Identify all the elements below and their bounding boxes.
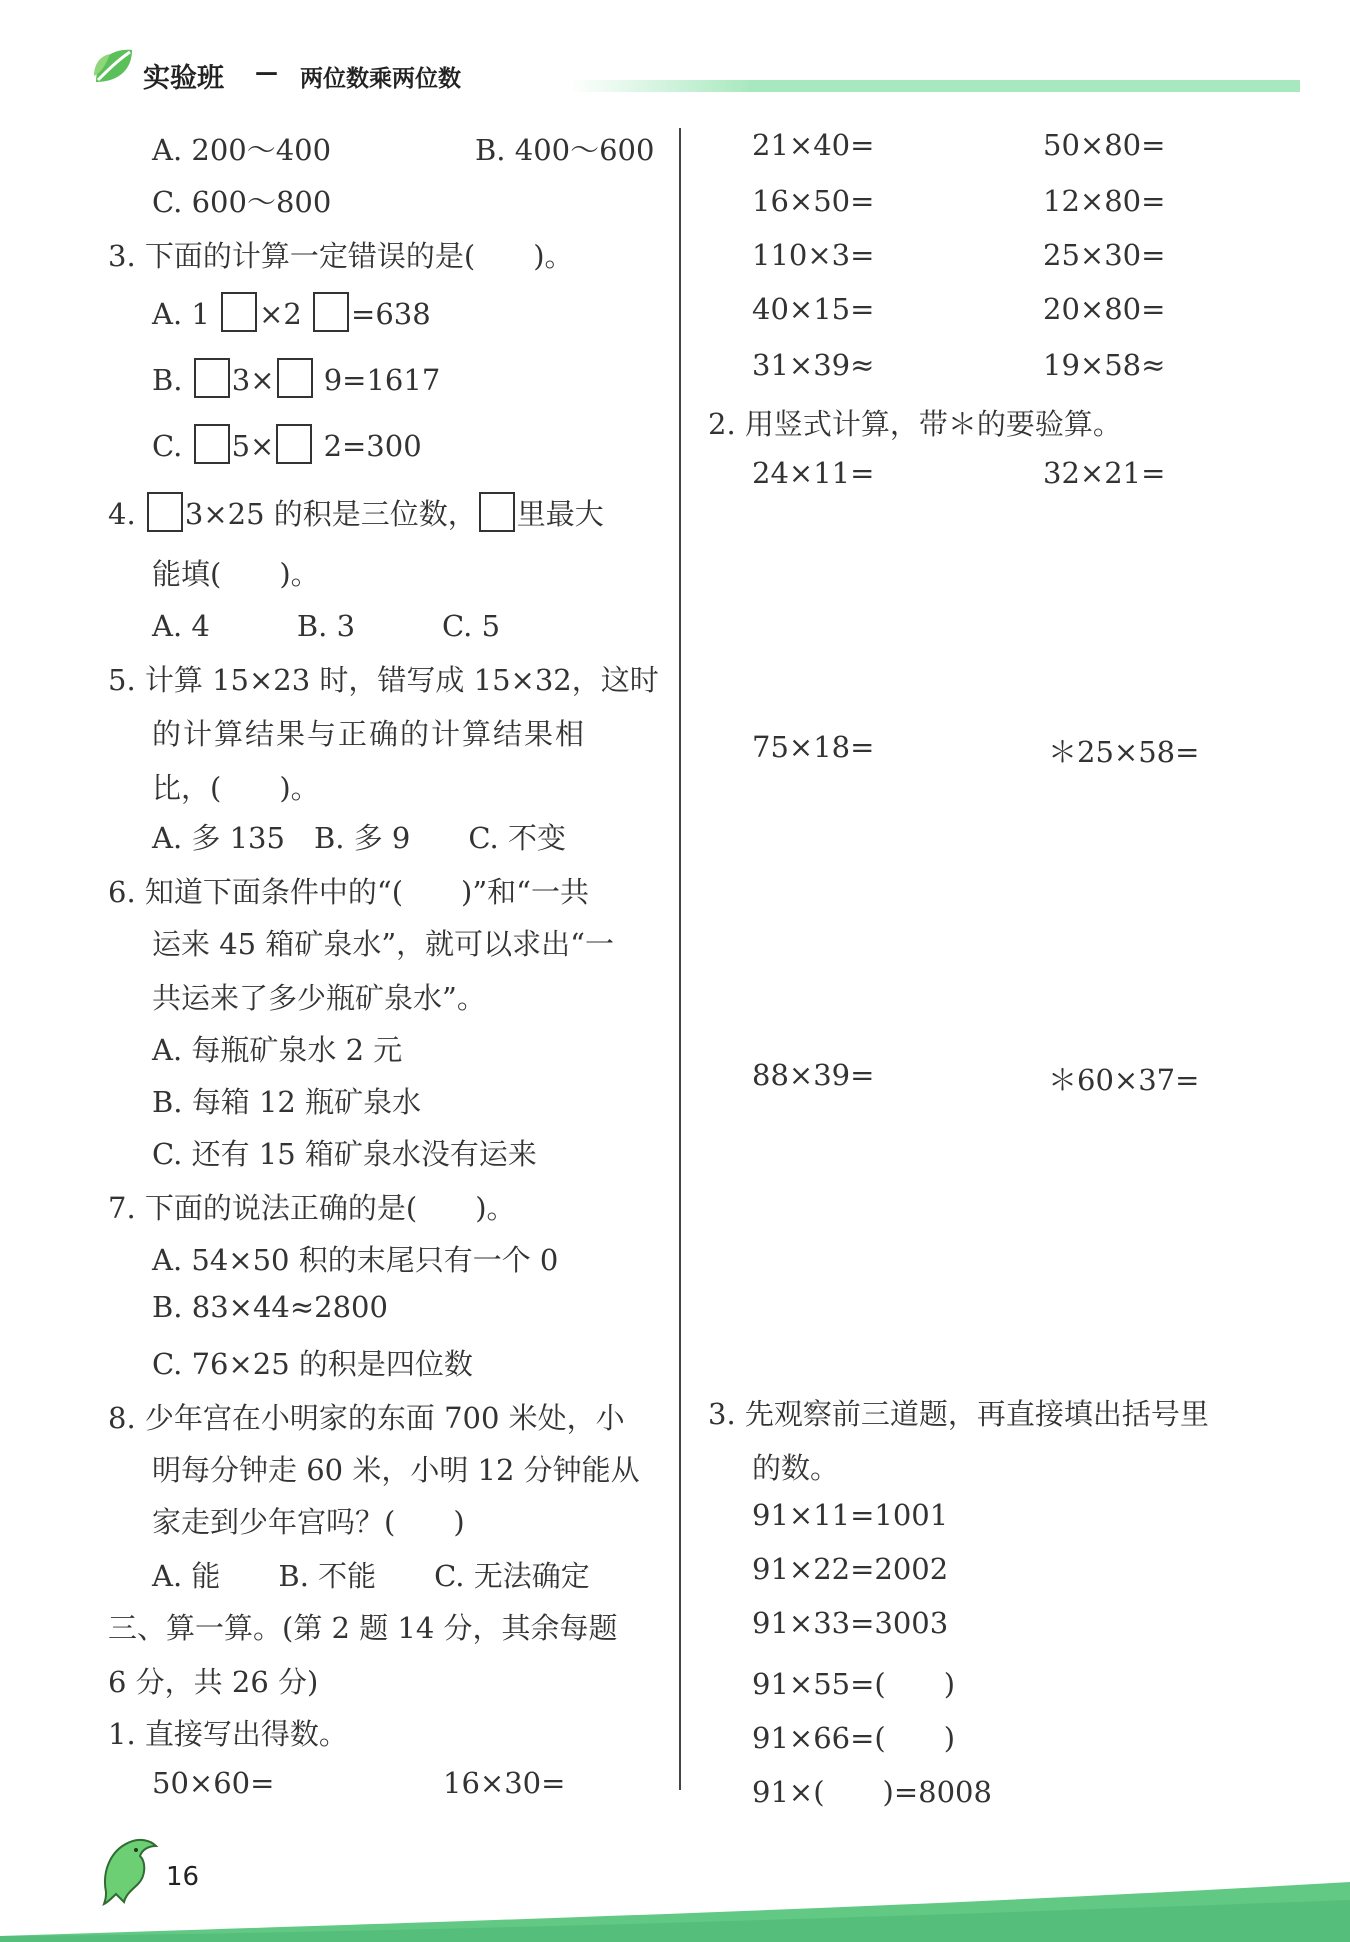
q3-observe-line-1: 3. 先观察前三道题，再直接填出括号里 xyxy=(708,1397,1209,1431)
direct-expr-1-right: 50×80= xyxy=(1043,128,1166,162)
pattern-line-2: 91×22=2002 xyxy=(752,1552,949,1586)
q8-line-1: 8. 少年宫在小明家的东面 700 米处，小 xyxy=(108,1401,625,1435)
vertical-expr-1: 24×11= xyxy=(752,456,875,490)
q3-b-text-2: 9=1617 xyxy=(323,363,441,397)
header-dash: — xyxy=(255,60,278,86)
q6-option-b: B. 每箱 12 瓶矿泉水 xyxy=(152,1085,422,1119)
q4-stem xyxy=(108,492,604,533)
q3-option-c xyxy=(152,424,422,464)
direct-expr-5-left: 31×39≈ xyxy=(752,348,875,382)
q3-b-label: B. xyxy=(152,363,183,397)
q6-option-c: C. 还有 15 箱矿泉水没有运来 xyxy=(152,1137,537,1171)
blank-box[interactable] xyxy=(276,424,312,464)
vertical-expr-4: ＊25×58= xyxy=(1048,735,1200,769)
q8-options: A. 能 B. 不能 C. 无法确定 xyxy=(152,1559,590,1593)
q8-line-2: 明每分钟走 60 米，小明 12 分钟能从 xyxy=(152,1453,640,1487)
q7-option-c: C. 76×25 的积是四位数 xyxy=(152,1347,473,1381)
q3-option-b xyxy=(152,358,440,398)
s3-q1-expr-2: 16×30= xyxy=(443,1766,566,1800)
header-title: 实验班 xyxy=(143,63,224,94)
vertical-expr-3: 75×18= xyxy=(752,730,875,764)
blank-box[interactable] xyxy=(221,292,257,332)
s3-q1-stem: 1. 直接写出得数。 xyxy=(108,1717,348,1751)
q5-options: A. 多 135 B. 多 9 C. 不变 xyxy=(152,821,566,855)
q7-option-a: A. 54×50 积的末尾只有一个 0 xyxy=(152,1243,559,1277)
leaf-logo-icon xyxy=(92,46,136,86)
q3-c-text-2: 2=300 xyxy=(323,429,422,463)
blank-box[interactable] xyxy=(277,358,313,398)
blank-box[interactable] xyxy=(194,424,230,464)
q2-option-a: A. 200～400 xyxy=(152,133,332,167)
q7-stem: 7. 下面的说法正确的是( )。 xyxy=(108,1191,516,1225)
q3-a-text-3: =638 xyxy=(351,297,431,331)
direct-expr-3-right: 25×30= xyxy=(1043,238,1166,272)
pattern-line-5: 91×66=( ) xyxy=(752,1721,956,1755)
q3-a-text-1: 1 xyxy=(191,297,210,331)
q3-option-a xyxy=(152,292,431,332)
q4-text-1: 3×25 的积是三位数， xyxy=(184,497,477,531)
direct-expr-4-right: 20×80= xyxy=(1043,292,1166,326)
q6-line-2: 运来 45 箱矿泉水”，就可以求出“一 xyxy=(152,927,614,961)
q6-line-3: 共运来了多少瓶矿泉水”。 xyxy=(152,981,486,1015)
pattern-line-1: 91×11=1001 xyxy=(752,1498,949,1532)
q2-option-b: B. 400～600 xyxy=(475,133,655,167)
q8-line-3: 家走到少年宫吗？( ) xyxy=(152,1505,465,1539)
q3-a-text-2: ×2 xyxy=(259,297,302,331)
blank-box[interactable] xyxy=(313,292,349,332)
q6-option-a: A. 每瓶矿泉水 2 元 xyxy=(152,1033,403,1067)
q4-num: 4. xyxy=(108,497,136,531)
header-green-band xyxy=(570,80,1300,92)
direct-expr-1-left: 21×40= xyxy=(752,128,875,162)
blank-box[interactable] xyxy=(479,492,515,532)
q2-vertical-stem: 2. 用竖式计算，带＊的要验算。 xyxy=(708,407,1122,441)
vertical-expr-2: 32×21= xyxy=(1043,456,1166,490)
vertical-expr-5: 88×39= xyxy=(752,1058,875,1092)
q3-c-label: C. xyxy=(152,429,183,463)
direct-expr-4-left: 40×15= xyxy=(752,292,875,326)
q4-line-2: 能填( )。 xyxy=(152,557,320,591)
vertical-expr-6: ＊60×37= xyxy=(1048,1063,1200,1097)
q6-line-1: 6. 知道下面条件中的“( )”和“一共 xyxy=(108,875,589,909)
header-subtitle: 两位数乘两位数 xyxy=(300,66,461,92)
pattern-line-4: 91×55=( ) xyxy=(752,1667,956,1701)
q5-line-3: 比，( )。 xyxy=(152,771,320,805)
q5-line-1: 5. 计算 15×23 时，错写成 15×32，这时 xyxy=(108,663,659,697)
q3-b-text-1: 3× xyxy=(231,363,275,397)
q3-a-label: A. xyxy=(152,297,183,331)
q3-c-text-1: 5× xyxy=(231,429,275,463)
pattern-line-6: 91×( )=8008 xyxy=(752,1775,992,1809)
section-3-heading: 三、算一算。(第 2 题 14 分，其余每题 xyxy=(108,1611,618,1645)
s3-q1-expr-1: 50×60= xyxy=(152,1766,275,1800)
blank-box[interactable] xyxy=(194,358,230,398)
q7-option-b: B. 83×44≈2800 xyxy=(152,1290,388,1324)
q5-line-2: 的计算结果与正确的计算结果相 xyxy=(152,717,587,751)
direct-expr-2-left: 16×50= xyxy=(752,184,875,218)
q4-text-2: 里最大 xyxy=(516,497,604,531)
q2-option-c: C. 600～800 xyxy=(152,185,332,219)
q3-observe-line-2: 的数。 xyxy=(752,1451,840,1485)
blank-box[interactable] xyxy=(147,492,183,532)
direct-expr-3-left: 110×3= xyxy=(752,238,875,272)
direct-expr-2-right: 12×80= xyxy=(1043,184,1166,218)
q4-options: A. 4 B. 3 C. 5 xyxy=(152,609,501,643)
direct-expr-5-right: 19×58≈ xyxy=(1043,348,1166,382)
page-number: 16 xyxy=(166,1862,200,1892)
q3-stem: 3. 下面的计算一定错误的是( )。 xyxy=(108,239,574,273)
footer-wave xyxy=(0,1860,1350,1942)
section-3-heading-2: 6 分，共 26 分) xyxy=(108,1665,319,1699)
pattern-line-3: 91×33=3003 xyxy=(752,1606,949,1640)
column-divider xyxy=(679,128,681,1790)
